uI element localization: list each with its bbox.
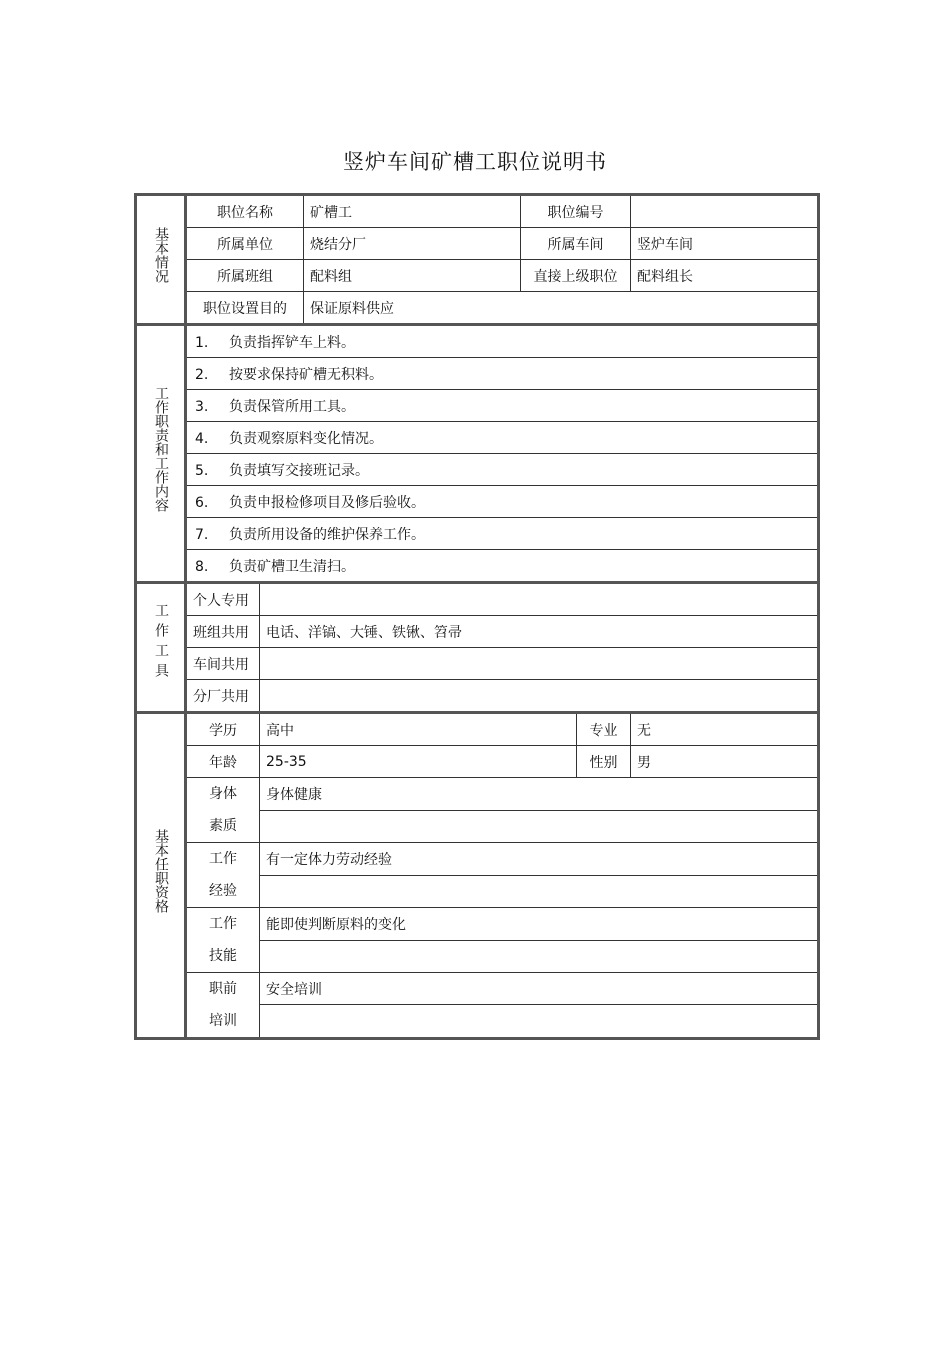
training-value-extra bbox=[260, 1005, 819, 1039]
qual-row-training-1 bbox=[136, 973, 819, 1005]
duty-text: 负责指挥铲车上料。 bbox=[229, 334, 355, 351]
unit-value: 烧结分厂 bbox=[304, 228, 521, 260]
duty-number: 8. bbox=[195, 558, 209, 575]
skills-label-line-2: 技能 bbox=[209, 948, 237, 964]
experience-label bbox=[186, 843, 260, 908]
section-basic-info-label: 基本情况 bbox=[153, 227, 169, 283]
tool-row-3 bbox=[136, 648, 819, 680]
position-name-label: 职位名称 bbox=[186, 195, 304, 228]
superior-value: 配料组长 bbox=[631, 260, 819, 292]
position-no-value bbox=[631, 195, 819, 228]
duty-number: 2. bbox=[195, 366, 209, 383]
duty-item bbox=[186, 454, 819, 486]
basic-row-2 bbox=[136, 228, 819, 260]
duty-number: 7. bbox=[195, 526, 209, 543]
duty-row-8 bbox=[136, 550, 819, 583]
purpose-label: 职位设置目的 bbox=[186, 292, 304, 325]
tool-row-4 bbox=[136, 680, 819, 713]
experience-label-line-2: 经验 bbox=[209, 883, 237, 899]
duty-number: 1. bbox=[195, 334, 209, 351]
duty-number: 6. bbox=[195, 494, 209, 511]
training-label-line-2: 培训 bbox=[209, 1013, 237, 1029]
tool-value bbox=[260, 680, 819, 713]
duty-item bbox=[186, 422, 819, 454]
duty-item bbox=[186, 325, 819, 358]
skills-value: 能即使判断原料的变化 bbox=[260, 908, 819, 941]
purpose-value: 保证原料供应 bbox=[304, 292, 819, 325]
tool-value bbox=[260, 583, 819, 616]
education-label: 学历 bbox=[186, 713, 260, 746]
document-title: 竖炉车间矿槽工职位说明书 bbox=[343, 150, 607, 174]
tool-value bbox=[260, 648, 819, 680]
tool-row-1 bbox=[136, 583, 819, 616]
duty-row-4 bbox=[136, 422, 819, 454]
section-basic-info bbox=[136, 195, 186, 325]
training-label bbox=[186, 973, 260, 1039]
duty-text: 负责申报检修项目及修后验收。 bbox=[229, 494, 425, 511]
duty-row-2 bbox=[136, 358, 819, 390]
qual-row-physical-1 bbox=[136, 778, 819, 811]
duty-item bbox=[186, 358, 819, 390]
gender-value: 男 bbox=[631, 746, 819, 778]
physical-label bbox=[186, 778, 260, 843]
section-tools bbox=[136, 583, 186, 713]
position-name-value: 矿槽工 bbox=[304, 195, 521, 228]
tool-label: 分厂共用 bbox=[186, 680, 260, 713]
superior-label: 直接上级职位 bbox=[521, 260, 631, 292]
duty-number: 5. bbox=[195, 462, 209, 479]
duty-item bbox=[186, 518, 819, 550]
duty-number: 4. bbox=[195, 430, 209, 447]
duty-row-6 bbox=[136, 486, 819, 518]
training-label-line-1: 职前 bbox=[209, 981, 237, 997]
skills-value-extra bbox=[260, 940, 819, 973]
duty-row-3 bbox=[136, 390, 819, 422]
job-description-table bbox=[134, 193, 820, 1040]
workshop-value: 竖炉车间 bbox=[631, 228, 819, 260]
tool-row-2 bbox=[136, 616, 819, 648]
section-qualifications bbox=[136, 713, 186, 1039]
duty-text: 负责填写交接班记录。 bbox=[229, 462, 369, 479]
team-value: 配料组 bbox=[304, 260, 521, 292]
workshop-label: 所属车间 bbox=[521, 228, 631, 260]
duty-text: 负责所用设备的维护保养工作。 bbox=[229, 526, 425, 543]
experience-label-line-1: 工作 bbox=[209, 851, 237, 867]
skills-label-line-1: 工作 bbox=[209, 916, 237, 932]
basic-row-4 bbox=[136, 292, 819, 325]
basic-row-1 bbox=[136, 195, 819, 228]
physical-value-extra bbox=[260, 810, 819, 843]
section-qualifications-label: 基本任职资格 bbox=[153, 829, 169, 913]
tool-label: 个人专用 bbox=[186, 583, 260, 616]
section-duties-label: 工作职责和工作内容 bbox=[153, 386, 169, 512]
training-value: 安全培训 bbox=[260, 973, 819, 1005]
duty-row-5 bbox=[136, 454, 819, 486]
skills-label bbox=[186, 908, 260, 973]
duty-item bbox=[186, 486, 819, 518]
duty-text: 负责保管所用工具。 bbox=[229, 398, 355, 415]
age-label: 年龄 bbox=[186, 746, 260, 778]
duty-row-1 bbox=[136, 325, 819, 358]
unit-label: 所属单位 bbox=[186, 228, 304, 260]
physical-label-line-2: 素质 bbox=[209, 818, 237, 834]
qual-row-skills-1 bbox=[136, 908, 819, 941]
age-value: 25-35 bbox=[260, 746, 577, 778]
duty-text: 负责观察原料变化情况。 bbox=[229, 430, 383, 447]
duty-item bbox=[186, 550, 819, 583]
gender-label: 性别 bbox=[577, 746, 631, 778]
team-label: 所属班组 bbox=[186, 260, 304, 292]
experience-value: 有一定体力劳动经验 bbox=[260, 843, 819, 876]
experience-value-extra bbox=[260, 875, 819, 908]
duty-item bbox=[186, 390, 819, 422]
physical-value: 身体健康 bbox=[260, 778, 819, 811]
physical-label-line-1: 身体 bbox=[209, 786, 237, 802]
qual-row-age bbox=[136, 746, 819, 778]
qual-row-education bbox=[136, 713, 819, 746]
tool-label: 车间共用 bbox=[186, 648, 260, 680]
position-no-label: 职位编号 bbox=[521, 195, 631, 228]
duty-row-7 bbox=[136, 518, 819, 550]
major-label: 专业 bbox=[577, 713, 631, 746]
duty-text: 按要求保持矿槽无积料。 bbox=[229, 366, 383, 383]
job-description-table-wrap bbox=[134, 193, 817, 1037]
section-duties bbox=[136, 325, 186, 583]
qual-row-experience-1 bbox=[136, 843, 819, 876]
duty-text: 负责矿槽卫生清扫。 bbox=[229, 558, 355, 575]
tool-value: 电话、洋镐、大锤、铁锹、笤帚 bbox=[260, 616, 819, 648]
basic-row-3 bbox=[136, 260, 819, 292]
education-value: 高中 bbox=[260, 713, 577, 746]
section-tools-label: 工作工具 bbox=[153, 603, 169, 683]
major-value: 无 bbox=[631, 713, 819, 746]
duty-number: 3. bbox=[195, 398, 209, 415]
tool-label: 班组共用 bbox=[186, 616, 260, 648]
